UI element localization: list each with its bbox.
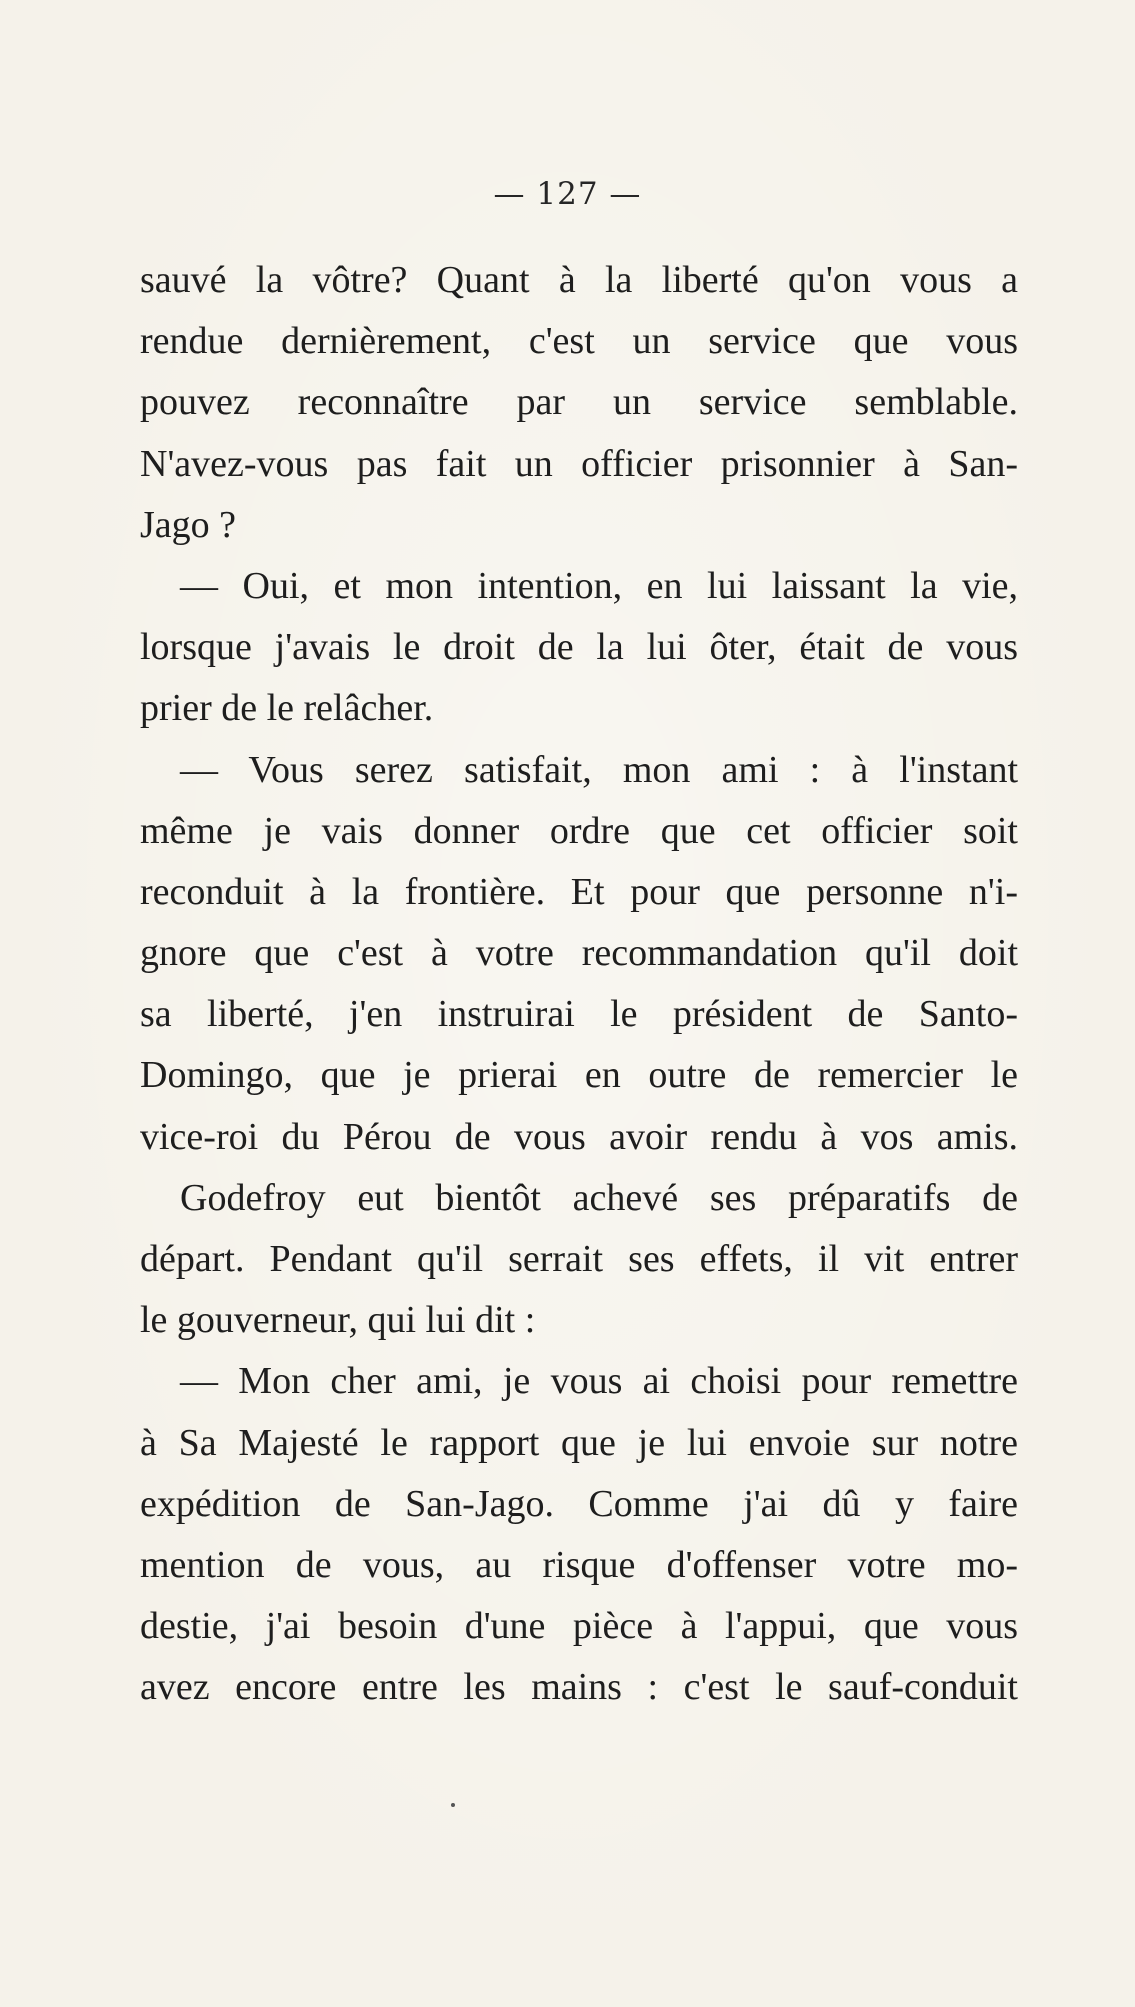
- text-line: N'avez-vous pas fait un officier prisonnier à San-: [140, 442, 1018, 485]
- text-line: sauvé la vôtre? Quant à la liberté qu'on vous a: [140, 259, 1018, 301]
- paper-speck: [451, 1803, 455, 1807]
- text-line: mention de vous, au risque d'offenser votre mo-: [140, 1543, 1018, 1586]
- text-line: à Sa Majesté le rapport que je lui envoie sur notre: [140, 1421, 1018, 1464]
- text-line: même je vais donner ordre que cet officier soit: [140, 809, 1018, 852]
- text-line: — Vous serez satisfait, mon ami : à l'instant: [180, 748, 1018, 791]
- body-text: [140, 250, 1018, 1719]
- text-line: — Mon cher ami, je vous ai choisi pour remettre: [180, 1360, 1018, 1403]
- text-line: prier de le relâcher.: [140, 687, 434, 730]
- text-line: expédition de San-Jago. Comme j'ai dû y faire: [140, 1482, 1018, 1525]
- text-line: — Oui, et mon intention, en lui laissant la vie,: [180, 564, 1018, 607]
- text-line: Domingo, que je prierai en outre de remercier le: [140, 1054, 1018, 1097]
- text-line: Godefroy eut bientôt achevé ses préparatifs de: [180, 1176, 1018, 1219]
- text-line: avez encore entre les mains : c'est le sauf-conduit: [140, 1666, 1018, 1709]
- text-line: reconduit à la frontière. Et pour que personne n'i-: [140, 870, 1018, 913]
- text-line: vice-roi du Pérou de vous avoir rendu à vos amis.: [140, 1115, 1018, 1158]
- page-number: — 127 —: [493, 176, 642, 212]
- text-line: rendue dernièrement, c'est un service que vous: [140, 320, 1018, 363]
- text-line: sa liberté, j'en instruirai le président de Santo-: [140, 993, 1018, 1036]
- text-line: pouvez reconnaître par un service semblable.: [140, 381, 1018, 424]
- text-line: départ. Pendant qu'il serrait ses effets, il vit entrer: [140, 1238, 1018, 1280]
- text-line: gnore que c'est à votre recommandation qu'il doit: [140, 932, 1018, 975]
- text-line: Jago ?: [140, 503, 237, 546]
- text-line: le gouverneur, qui lui dit :: [140, 1299, 536, 1342]
- text-line: destie, j'ai besoin d'une pièce à l'appui, que vous: [140, 1605, 1018, 1648]
- text-line: lorsque j'avais le droit de la lui ôter, était de vous: [140, 626, 1018, 669]
